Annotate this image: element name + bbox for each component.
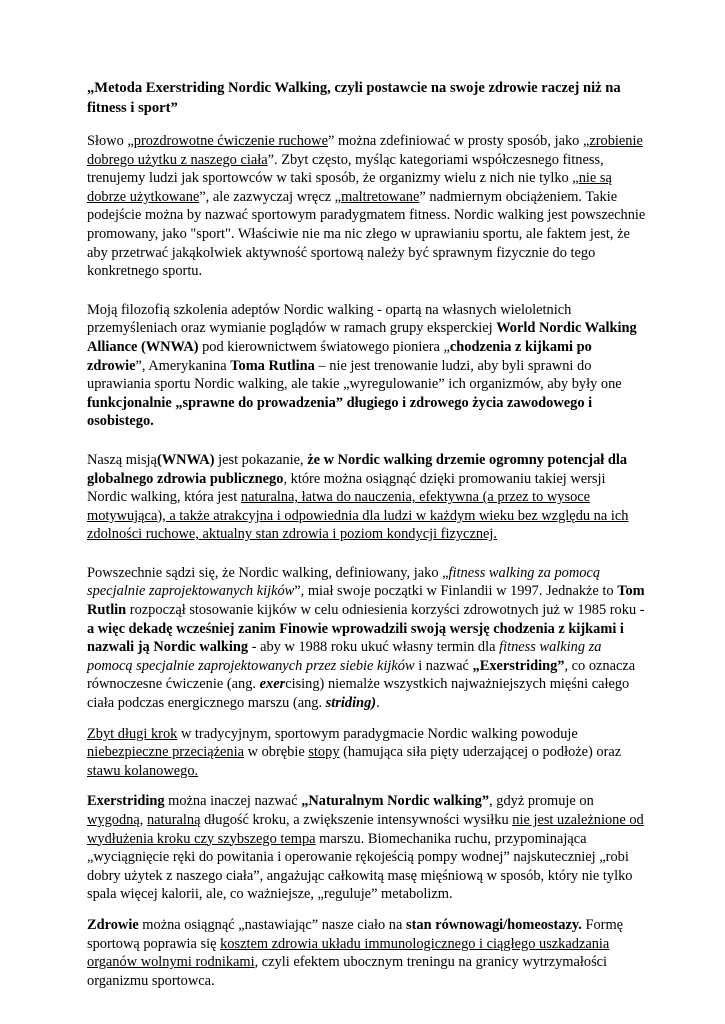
text-run: Powszechnie sądzi się, że Nordic walking, definiowany, jako „ [87, 564, 449, 581]
underlined-phrase: prozdrowotne ćwiczenie ruchowe [133, 133, 328, 149]
text-run: można inaczej nazwać [164, 793, 302, 810]
text-run: , czyli efektem ubocznym treningu na granicy wytrzymałości organizmu sportowca. [87, 954, 608, 989]
paragraph-definition [87, 132, 647, 281]
text-run: – nie jest trenowanie ludzi, aby byli sprawni do uprawiania sportu Nordic walking, ale takie „wyregulowanie” ich organizmów, aby były one [87, 357, 622, 393]
bold-phrase: (WNWA) [156, 451, 215, 468]
underlined-phrase: naturalna, łatwa do nauczenia, efektywna (a przez to wysoce motywująca), a także atrakcyjna i odpowiednia dla ludzi w każdym wieku bez względu na ich zdolności ruchowe, aktualny stan zdrowia i poziom kondycji fizycznej. [87, 489, 629, 543]
bold-phrase: „Exerstriding” [472, 657, 565, 674]
text-run: ” można zdefiniować w prosty sposób, jako „ [327, 133, 590, 149]
paragraph-exerstriding [87, 792, 647, 904]
text-run: w tradycyjnym, sportowym paradygmacie Nordic walking powoduje [177, 725, 578, 742]
underlined-phrase: stawu kolanowego. [87, 762, 199, 779]
bold-phrase: że w Nordic walking drzemie ogromny potencjał dla globalnego zdrowia publicznego [87, 451, 628, 487]
italic-phrase: fitness walking za pomocą specjalnie zaprojektowanych kijków [87, 564, 601, 600]
bold-phrase: a więc dekadę wcześniej zanim Finowie wprowadzili swoją wersję chodzenia z kijkami i nazwali ją Nordic walking [87, 620, 624, 656]
text-run: . [376, 695, 380, 712]
text-run: pod kierownictwem światowego pioniera „ [198, 338, 450, 355]
paragraph-mission [87, 451, 647, 544]
text-run: można osiągnąć „nastawiając” nasze ciało na [138, 916, 406, 933]
underlined-phrase: wygodną [87, 812, 140, 828]
bold-phrase: chodzenia z kijkami po zdrowie [87, 338, 592, 374]
paragraph-history [87, 564, 647, 713]
text-run: ” nadmiernym obciążeniem. Takie podejście można by nazwać sportowym paradygmatem fitness. Nordic walking jest powszechnie promowany, jako "sport". Właściwie nie ma nic złego w uprawianiu sportu, ale faktem jest, że aby przetrwać jakąkolwiek aktywność sportową należy być sprawnym fizycznie do tego konkretnego sportu. [87, 188, 646, 280]
underlined-phrase: nie jest uzależnione od wydłużenia kroku czy szybszego tempa [87, 812, 644, 847]
text-run: ”, Amerykanina [135, 357, 231, 374]
italic-phrase: fitness walking za pomocą specjalnie zaprojektowanych przez siebie kijków [87, 639, 602, 674]
underlined-phrase: Zbyt długi krok [87, 725, 178, 742]
text-run: Słowo „ [87, 133, 134, 149]
underlined-phrase: kosztem zdrowia układu immunologicznego i ciągłego uszkadzania organów wolnymi rodnikami [87, 935, 610, 971]
text-run: ”. Zbyt często, myśląc kategoriami współczesnego fitness, trenujemy ludzi jak sportowców w taki sposób, że organizmy wielu z nich nie tylko „ [87, 151, 604, 187]
paragraph-philosophy [87, 301, 647, 431]
bold-phrase: Toma Rutlina [230, 357, 315, 374]
text-run: , które można osiągnąć dzięki promowaniu takiej wersji Nordic walking, która jest [87, 470, 606, 506]
paragraph-stride [87, 725, 647, 781]
text-run: Formę sportową poprawia się [87, 916, 624, 952]
text-run: rozpoczął stosowanie kijków w celu odniesienia korzyści zdrowotnych już w 1985 roku - [126, 602, 645, 619]
text-run: marszu. Biomechanika ruchu, przypominająca „wyciągnięcie ręki do powitania i operowanie rękojeścią pompy wodnej” najskuteczniej „robi dobry użytek z naszego ciała”, angażując całkowitą masę mięśniową w sposób, który nie tylko spala więcej kalorii, ale, co ważniejsze, „reguluje” metabolizm. [87, 830, 633, 903]
bold-italic-phrase: exer [259, 676, 286, 693]
bold-phrase: Tom Rutlin [87, 583, 645, 619]
bold-phrase: funkcjonalnie „sprawne do prowadzenia” długiego i zdrowego życia zawodowego i osobistego. [87, 394, 593, 430]
text-run: , gdyż promuje on [489, 793, 594, 810]
bold-phrase: stan równowagi/homeostazy. [406, 916, 582, 933]
bold-phrase: World Nordic Walking Alliance (WNWA) [87, 320, 637, 355]
underlined-phrase: zrobienie dobrego użytku z naszego ciała [87, 133, 643, 168]
text-run: cising) niemalże wszystkich najważniejszych mięśni całego ciała podczas energicznego marszu (ang. [87, 676, 630, 712]
document-title: „Metoda Exerstriding Nordic Walking, czyli postawcie na swoje zdrowie raczej niż na fitness i sport” [87, 80, 621, 116]
text-run: ”, miał swoje początki w Finlandii w 1997. Jednakże to [294, 583, 618, 600]
text-run: długość kroku, a zwiększenie intensywności wysiłku [200, 812, 513, 828]
text-run: ”, ale zazwyczaj wręcz „ [199, 188, 342, 205]
underlined-phrase: maltretowane [341, 188, 420, 205]
text-run: w obrębie [243, 744, 309, 761]
text-run: , [139, 812, 147, 828]
text-run: , co oznacza równoczesne ćwiczenie (ang. [87, 657, 636, 693]
underlined-phrase: stopy [308, 744, 340, 761]
text-run: Naszą misją [87, 451, 157, 468]
bold-phrase: Exerstriding [87, 793, 165, 810]
text-run: - aby w 1988 roku ukuć własny termin dla [248, 639, 500, 656]
text-run: Moją filozofią szkolenia adeptów Nordic walking - opartą na własnych wieloletnich przemyśleniach oraz wymianie poglądów w ramach grupy eksperckiej [87, 301, 572, 337]
text-run: (hamująca siła pięty uderzającej o podłoże) oraz [339, 744, 622, 761]
bold-phrase: Zdrowie [87, 916, 139, 933]
text-run: jest pokazanie, [214, 451, 308, 468]
underlined-phrase: niebezpieczne przeciążenia [87, 744, 244, 761]
bold-phrase: „Naturalnym Nordic walking” [301, 793, 490, 810]
bold-italic-phrase: striding) [325, 695, 377, 712]
underlined-phrase: naturalną [146, 812, 201, 828]
text-run: i nazwać [414, 657, 473, 674]
paragraph-health [87, 916, 647, 990]
underlined-phrase: nie są dobrze użytkowane [87, 170, 612, 205]
